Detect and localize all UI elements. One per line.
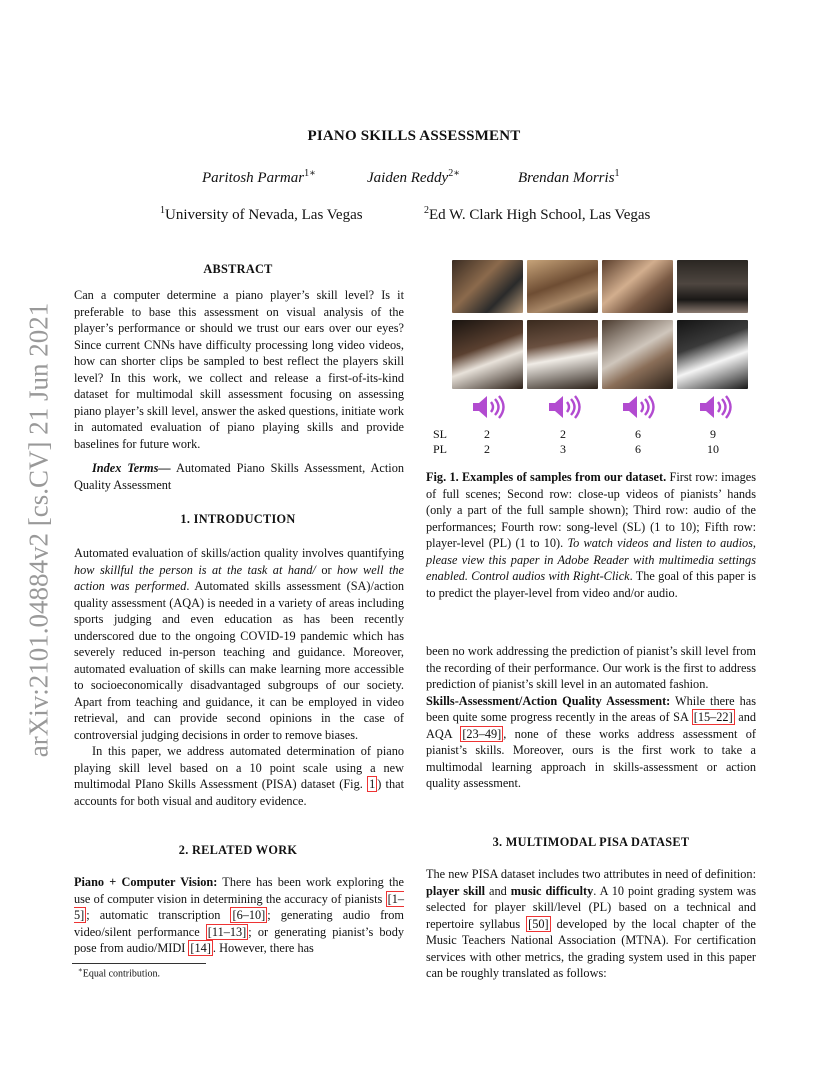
affiliation-1: $^1$University of Nevada, Las Vegas [160, 205, 363, 223]
sl-row-label: SL [433, 427, 448, 441]
related-work-body [74, 874, 404, 957]
citation-link[interactable]: [14] [190, 941, 211, 955]
sl-value: 9 [710, 427, 716, 441]
abstract-heading: ABSTRACT [203, 262, 273, 276]
abstract-body [74, 287, 404, 493]
scene-image-2[interactable] [527, 260, 598, 313]
speaker-icon[interactable] [697, 394, 733, 420]
figure-1-images [452, 260, 752, 390]
author-2: Jaiden Reddy$^{2∗}$ [367, 168, 461, 186]
sl-value: 2 [560, 427, 566, 441]
related-work-paragraph-2: been no work addressing the prediction of pianist’s skill level from the recording of their performance. Our work is the first to address prediction of pianist’s skill level in an automated fashion. [426, 644, 756, 691]
related-work-paragraph: Piano + Computer Vision: There has been work exploring the use of computer vision in determining the accuracy of pianists [1–5] ; automatic transcription [6–10] ; generating audio from video/silent performance [11–13] ; or generating pianist’s body pose from audio/MIDI [14] . However, there has [74, 875, 405, 955]
sl-value: 2 [484, 427, 490, 441]
section-3-heading: 3. MULTIMODAL PISA DATASET [492, 835, 690, 849]
speaker-icon[interactable] [546, 394, 582, 420]
affiliation-2: $^2$Ed W. Clark High School, Las Vegas [424, 205, 651, 223]
citation-link[interactable]: [1–5] [74, 891, 404, 922]
footnote-divider [72, 963, 206, 964]
arxiv-sidebar [18, 300, 60, 760]
scene-image-1[interactable] [452, 260, 523, 313]
author-3: Brendan Morris$^1$ [518, 168, 620, 186]
figure-1-caption: Fig. 1. Examples of samples from our dataset. First row: images of full scenes; Second row: close-up videos of pianists’ hands (only a part of the full sample shown); Third row: audio of the performances; Fourth row: song-level (SL) (1 to 10); Fifth row: player-level (PL) (1 to 10). To watch videos and listen to audios, please view this paper in Adobe Reader with multimedia settings enabled. Control audios with Right-Click. The goal of this paper is to predict the player-level from video and/or audio. [426, 470, 756, 600]
sa-paragraph: Skills-Assessment/Action Quality Assessment: While there has been quite some progress recently in the areas of SA [15–22] and AQA [23–49] , none of these works address assessment of pianist’s skills. Moreover, ours is the first work to take a multimodal learning approach in skills-assessment or action quality assessment. [426, 693, 756, 790]
scene-image-3[interactable] [602, 260, 673, 313]
citation-link[interactable]: [15–22] [693, 710, 733, 724]
citation-link[interactable]: [23–49] [462, 726, 502, 741]
figure-ref-link[interactable]: 1 [369, 777, 376, 791]
related-work-continued [426, 643, 756, 792]
pl-row-label: PL [433, 442, 448, 456]
section-1-heading: 1. INTRODUCTION [180, 512, 296, 526]
pl-value: 6 [635, 442, 641, 456]
citation-link[interactable]: [11–13] [207, 924, 247, 939]
hands-video-1[interactable] [452, 320, 523, 389]
author-1: Paritosh Parmar$^{1∗}$ [202, 168, 316, 186]
section-2-heading: 2. RELATED WORK [178, 843, 298, 857]
citation-link[interactable]: [50] [528, 916, 549, 931]
pl-value: 2 [484, 442, 490, 456]
hands-video-2[interactable] [527, 320, 598, 389]
introduction-body [74, 545, 404, 809]
dataset-body [426, 866, 756, 982]
pl-value: 10 [707, 442, 719, 456]
sl-value: 6 [635, 427, 641, 441]
hands-video-3[interactable] [602, 320, 673, 389]
intro-paragraph-2: In this paper, we address automated determination of piano playing skill level based on a 10 point scale using a new multimodal PIano Skills Assessment (PISA) dataset (Fig. 1 ) that accounts for both visual and auditory evidence. [74, 744, 404, 808]
index-terms: Index Terms— Automated Piano Skills Assessment, Action Quality Assessment [74, 461, 404, 492]
pl-value: 3 [560, 442, 566, 456]
speaker-icon[interactable] [470, 394, 506, 420]
intro-paragraph-1: Automated evaluation of skills/action quality involves quantifying how skillful the person is at the task at hand/ or how well the action was performed. Automated skills assessment (SA)/action quality assessment (AQA) is needed in a variety of areas including sports judging and even education as has been recently underscored due to the ongoing COVID-19 pandemic which has severely reduced in-person teaching and guidance. Moreover, automated evaluation of skills can make learning more accessible to socioeconomically disadvantaged subgroups of our society. Apart from teaching and guidance, it can be employed in video retrieval, and can provide second opinions in the case of controversial judging decisions in order to remove biases. [74, 546, 404, 742]
speaker-icon[interactable] [620, 394, 656, 420]
abstract-text: Can a computer determine a piano player’s skill level? Is it preferable to base this assessment on visual analysis of the player’s performance or should we trust our ears over our eyes? Since current CNNs have difficulty processing long video videos, how can shorter clips be sampled to best reflect the players skill level? In this work, we collect and release a first-of-its-kind dataset for multimodal skill assessment focusing on assessing piano player’s skill level, answer the asked questions, initiate work in automated evaluation of piano playing skills and provide baselines for future work. [74, 288, 404, 451]
paper-title: PIANO SKILLS ASSESSMENT [307, 128, 521, 144]
dataset-paragraph: The new PISA dataset includes two attributes in need of definition: player skill and music difficulty. A 10 point grading system was selected for player skill/level (PL) based on a technical and repertoire syllabus [50] developed by the local chapter of the Music Teachers National Association (MTNA). For certification services with other metrics, the grading system used in this paper can be roughly translated as follows: [426, 867, 756, 980]
citation-link[interactable]: [6–10] [232, 908, 266, 922]
footnote: ∗Equal contribution. [78, 966, 160, 980]
hands-video-4[interactable] [677, 320, 748, 389]
scene-image-4[interactable] [677, 260, 748, 313]
arxiv-id: arXiv:2101.04884v2 [cs.CV] 21 Jun 2021 [23, 302, 54, 758]
